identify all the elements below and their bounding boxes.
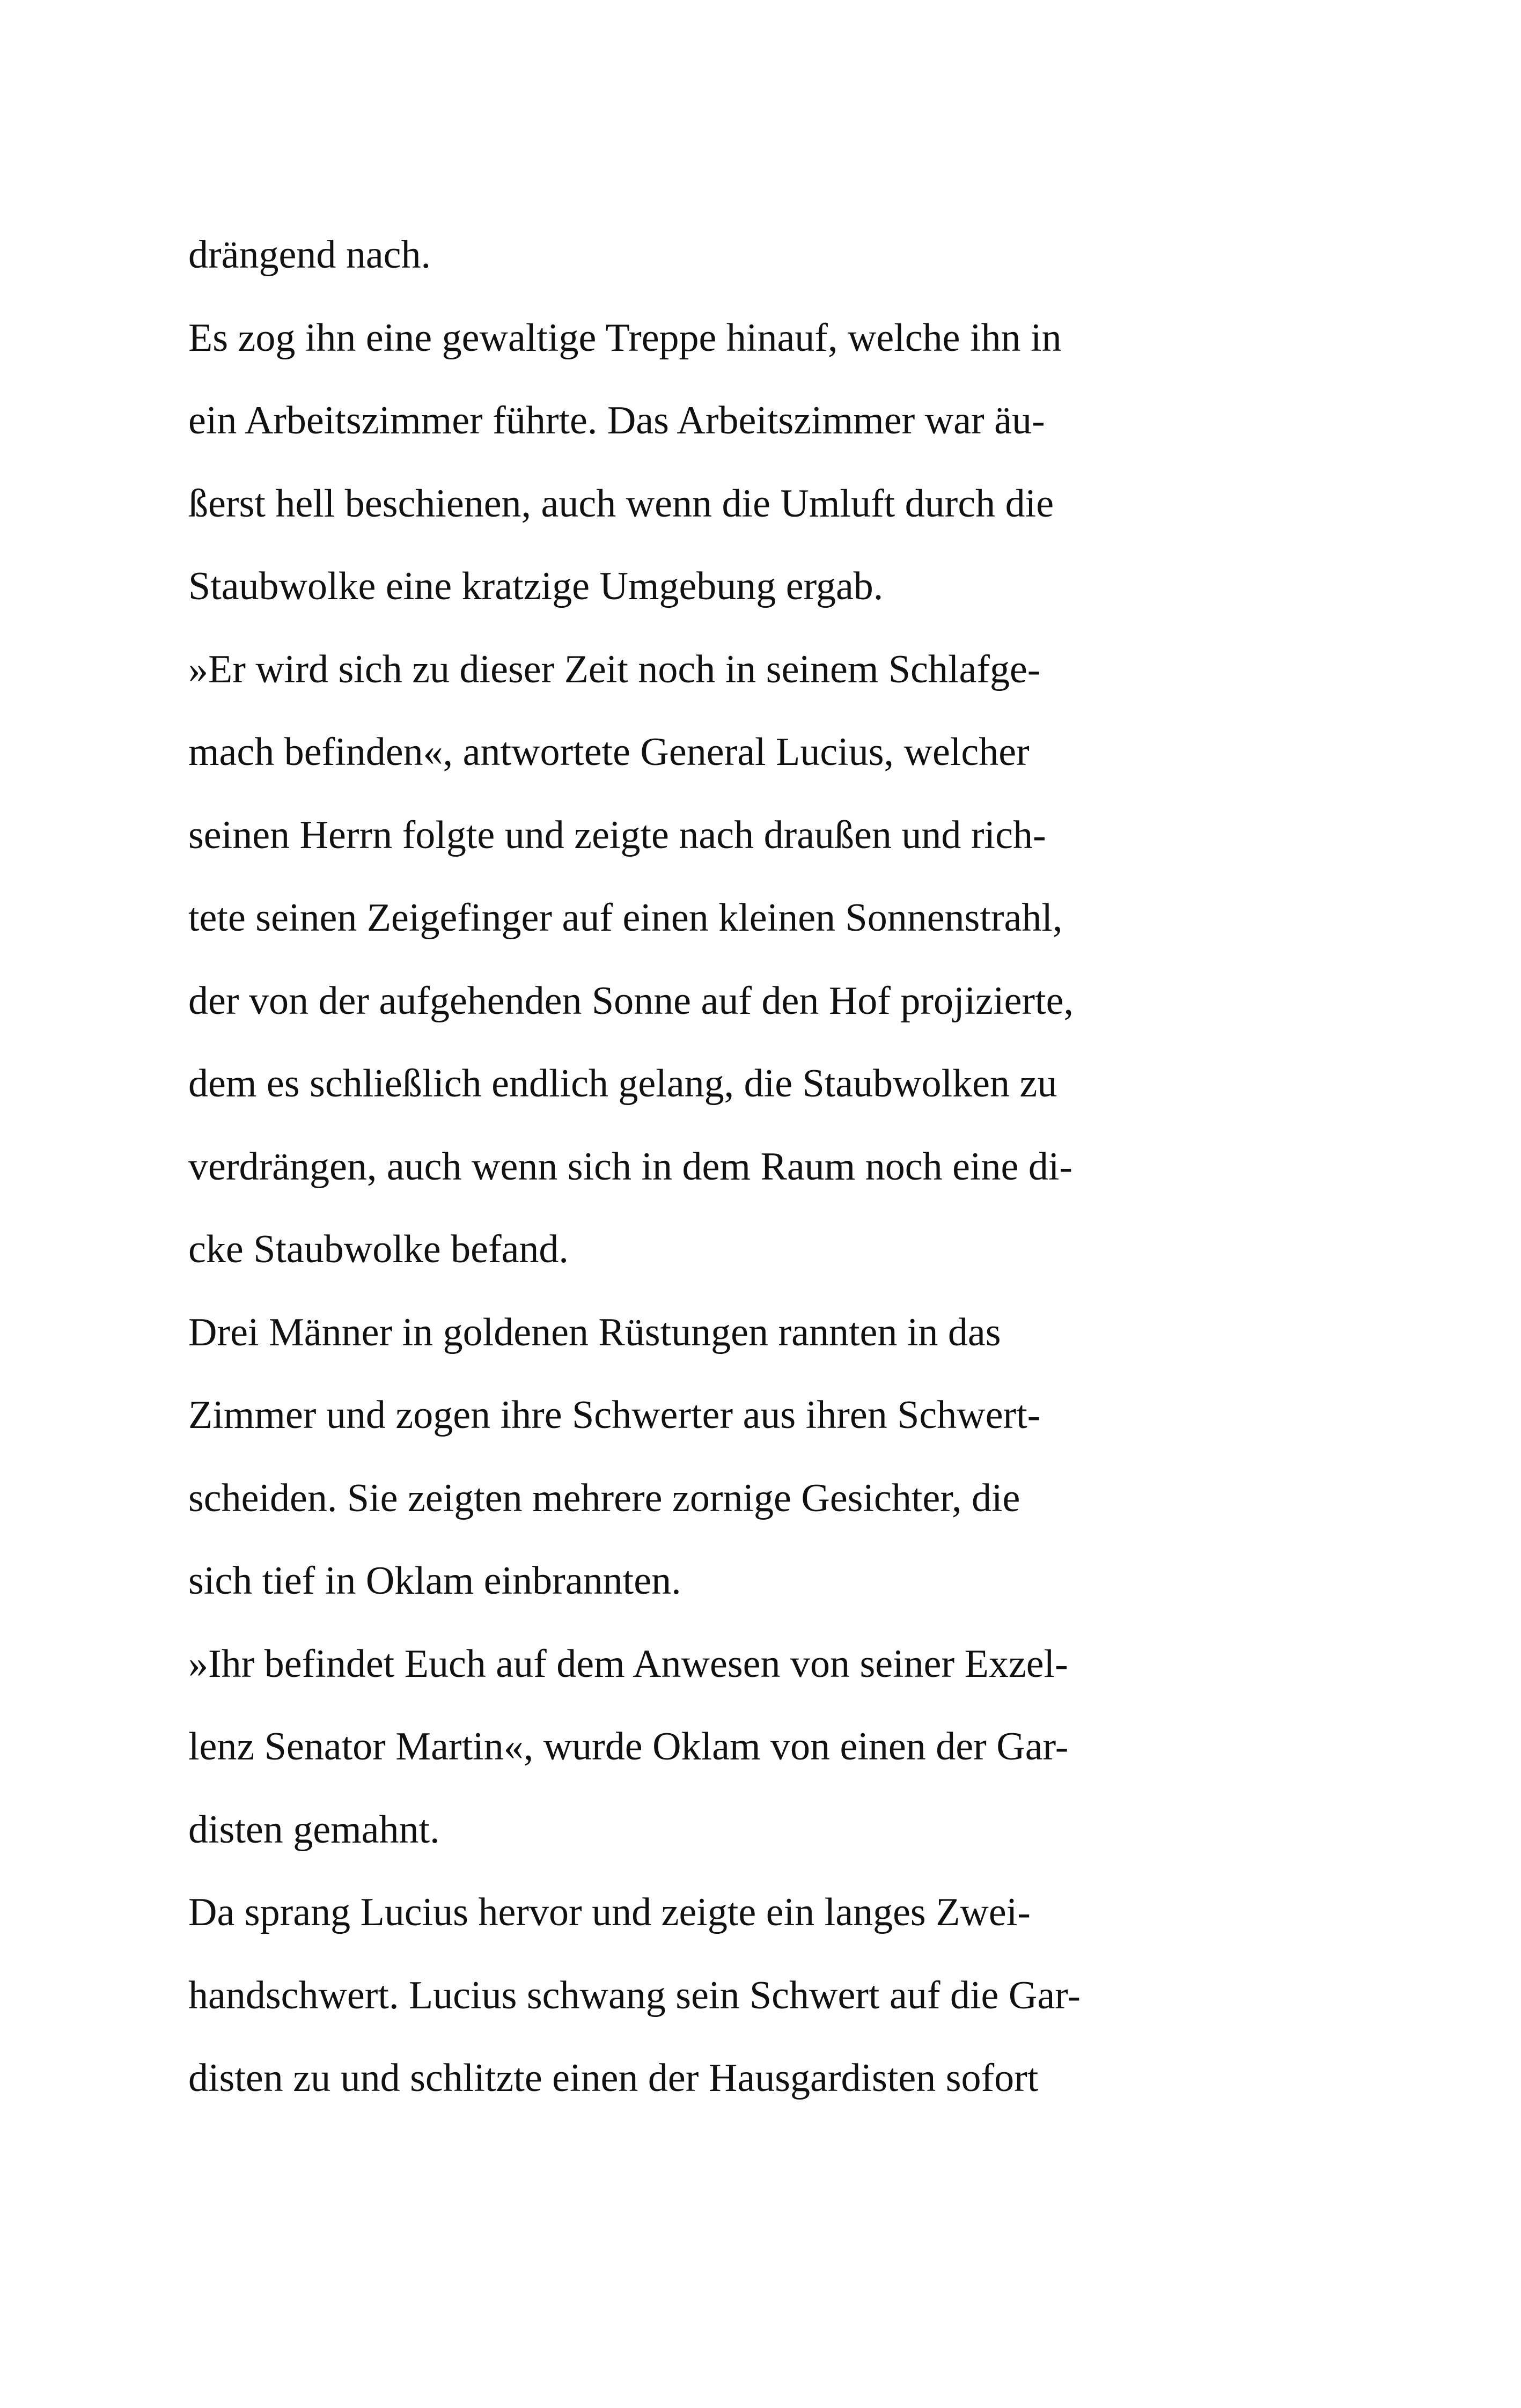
text-line: Staubwolke eine kratzige Umgebung ergab. [188,564,884,608]
text-line: disten gemahnt. [188,1807,440,1852]
text-line: lenz Senator Martin«, wurde Oklam von einen der Gar- [188,1725,1069,1769]
text-line: ßerst hell beschienen, auch wenn die Umluft durch die [188,481,1054,526]
text-line: Es zog ihn eine gewaltige Treppe hinauf, welche ihn in [188,315,1062,360]
text-line: seinen Herrn folgte und zeigte nach draußen und rich- [188,813,1046,857]
text-line: »Ihr befindet Euch auf dem Anwesen von seiner Exzel- [188,1641,1068,1686]
text-line: cke Staubwolke befand. [188,1227,569,1271]
text-line: dem es schließlich endlich gelang, die Staubwolken zu [188,1062,1057,1106]
text-line: ein Arbeitszimmer führte. Das Arbeitszimmer war äu- [188,399,1045,443]
text-line: scheiden. Sie zeigten mehrere zornige Gesichter, die [188,1476,1020,1520]
text-line: verdrängen, auch wenn sich in dem Raum noch eine di- [188,1144,1073,1189]
text-line: Zimmer und zogen ihre Schwerter aus ihren Schwert- [188,1393,1041,1437]
text-line: sich tief in Oklam einbrannten. [188,1559,681,1603]
text-line: Da sprang Lucius hervor und zeigte ein langes Zwei- [188,1890,1031,1934]
text-line: disten zu und schlitzte einen der Hausgardisten sofort [188,2056,1039,2100]
text-line: handschwert. Lucius schwang sein Schwert auf die Gar- [188,1973,1081,2017]
text-line: Drei Männer in goldenen Rüstungen rannten in das [188,1310,1001,1354]
text-line: mach befinden«, antwortete General Lucius, welcher [188,730,1030,774]
text-line: tete seinen Zeigefinger auf einen kleinen Sonnenstrahl, [188,896,1063,940]
body-text [188,213,1342,2120]
text-line: der von der aufgehenden Sonne auf den Hof projizierte, [188,978,1074,1023]
text-line: drängend nach. [188,233,431,277]
text-line: »Er wird sich zu dieser Zeit noch in seinem Schlafge- [188,647,1041,691]
